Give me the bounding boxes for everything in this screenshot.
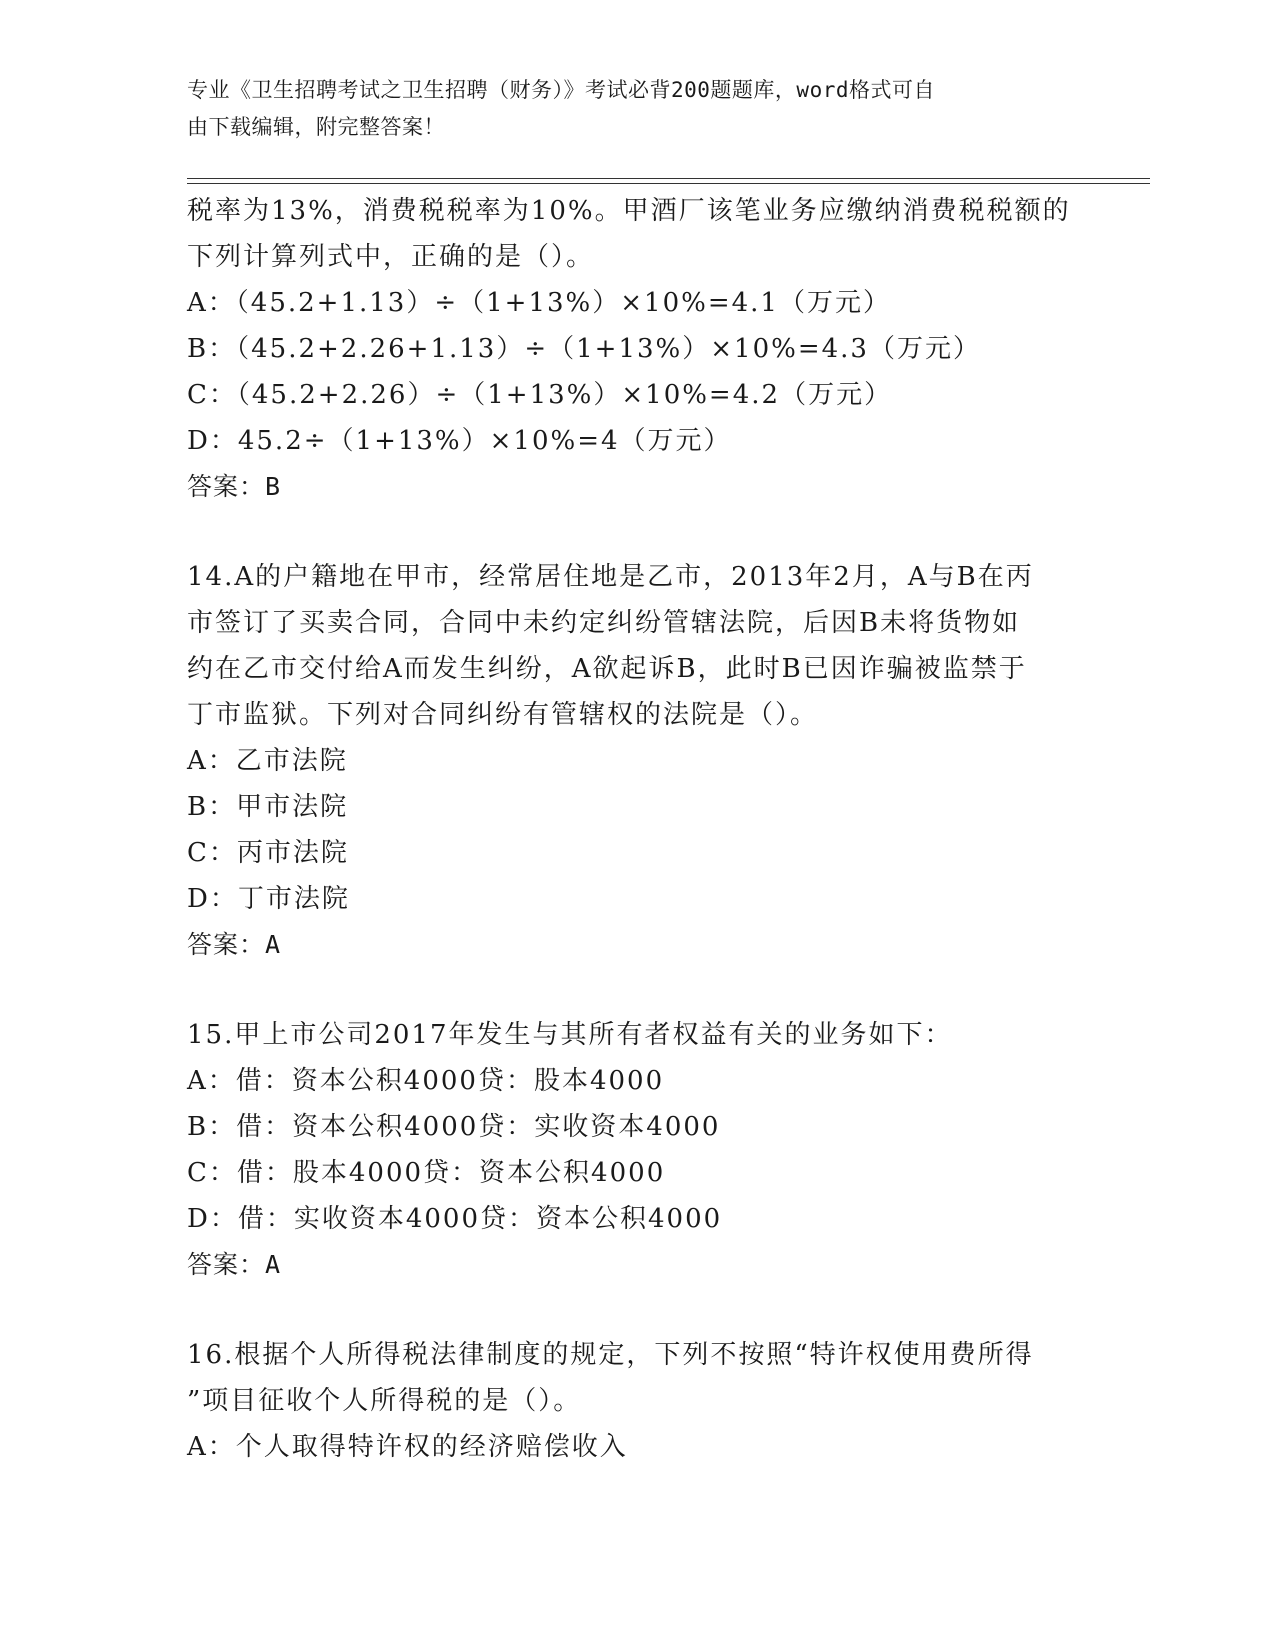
document-body xyxy=(187,188,1087,1470)
option-a: A：借：资本公积4000贷：股本4000 xyxy=(187,1066,665,1096)
document-header xyxy=(187,72,1067,146)
question-text-line: 税率为13%，消费税税率为10%。甲酒厂该笔业务应缴纳消费税税额的 xyxy=(187,196,1071,226)
option-a: A：（45.2+1.13）÷（1+13%）×10%=4.1（万元） xyxy=(187,288,891,318)
option-b: B：借：资本公积4000贷：实收资本4000 xyxy=(187,1112,721,1142)
question-spacer xyxy=(187,1288,1087,1332)
option-c: C：丙市法院 xyxy=(187,838,349,868)
question-text-line: 16.根据个人所得税法律制度的规定，下列不按照“特许权使用费所得 xyxy=(187,1340,1034,1370)
question-16 xyxy=(187,1332,1087,1470)
answer-line: 答案：B xyxy=(187,472,282,501)
option-b: B：（45.2+2.26+1.13）÷（1+13%）×10%=4.3（万元） xyxy=(187,334,981,364)
header-divider-top xyxy=(187,178,1150,179)
question-text-line: 约在乙市交付给A而发生纠纷，A欲起诉B，此时B已因诈骗被监禁于 xyxy=(187,654,1027,684)
question-text-line: 下列计算列式中，正确的是（）。 xyxy=(187,242,595,272)
answer-line: 答案：A xyxy=(187,1250,282,1279)
option-d: D：45.2÷（1+13%）×10%=4（万元） xyxy=(187,426,732,456)
option-a: A：乙市法院 xyxy=(187,746,348,776)
option-d: D：丁市法院 xyxy=(187,884,350,914)
question-text-line: 市签订了买卖合同，合同中未约定纠纷管辖法院，后因B未将货物如 xyxy=(187,608,1021,638)
header-line-2: 由下载编辑，附完整答案！ xyxy=(187,115,445,139)
question-spacer xyxy=(187,968,1087,1012)
option-c: C：（45.2+2.26）÷（1+13%）×10%=4.2（万元） xyxy=(187,380,893,410)
question-text-line: 14.A的户籍地在甲市，经常居住地是乙市，2013年2月，A与B在丙 xyxy=(187,562,1034,592)
header-divider-bottom xyxy=(187,183,1150,184)
question-15 xyxy=(187,1012,1087,1288)
option-a: A：个人取得特许权的经济赔偿收入 xyxy=(187,1432,628,1462)
header-line-1: 专业《卫生招聘考试之卫生招聘（财务）》考试必背200题题库，word格式可自 xyxy=(187,78,935,102)
option-d: D：借：实收资本4000贷：资本公积4000 xyxy=(187,1204,723,1234)
option-b: B：甲市法院 xyxy=(187,792,349,822)
answer-line: 答案：A xyxy=(187,930,282,959)
question-text-line: ”项目征收个人所得税的是（）。 xyxy=(187,1386,582,1416)
question-spacer xyxy=(187,510,1087,554)
option-c: C：借：股本4000贷：资本公积4000 xyxy=(187,1158,666,1188)
question-14 xyxy=(187,554,1087,968)
question-text-line: 丁市监狱。下列对合同纠纷有管辖权的法院是（）。 xyxy=(187,700,819,730)
question-13 xyxy=(187,188,1087,510)
question-text-line: 15.甲上市公司2017年发生与其所有者权益有关的业务如下： xyxy=(187,1020,953,1050)
